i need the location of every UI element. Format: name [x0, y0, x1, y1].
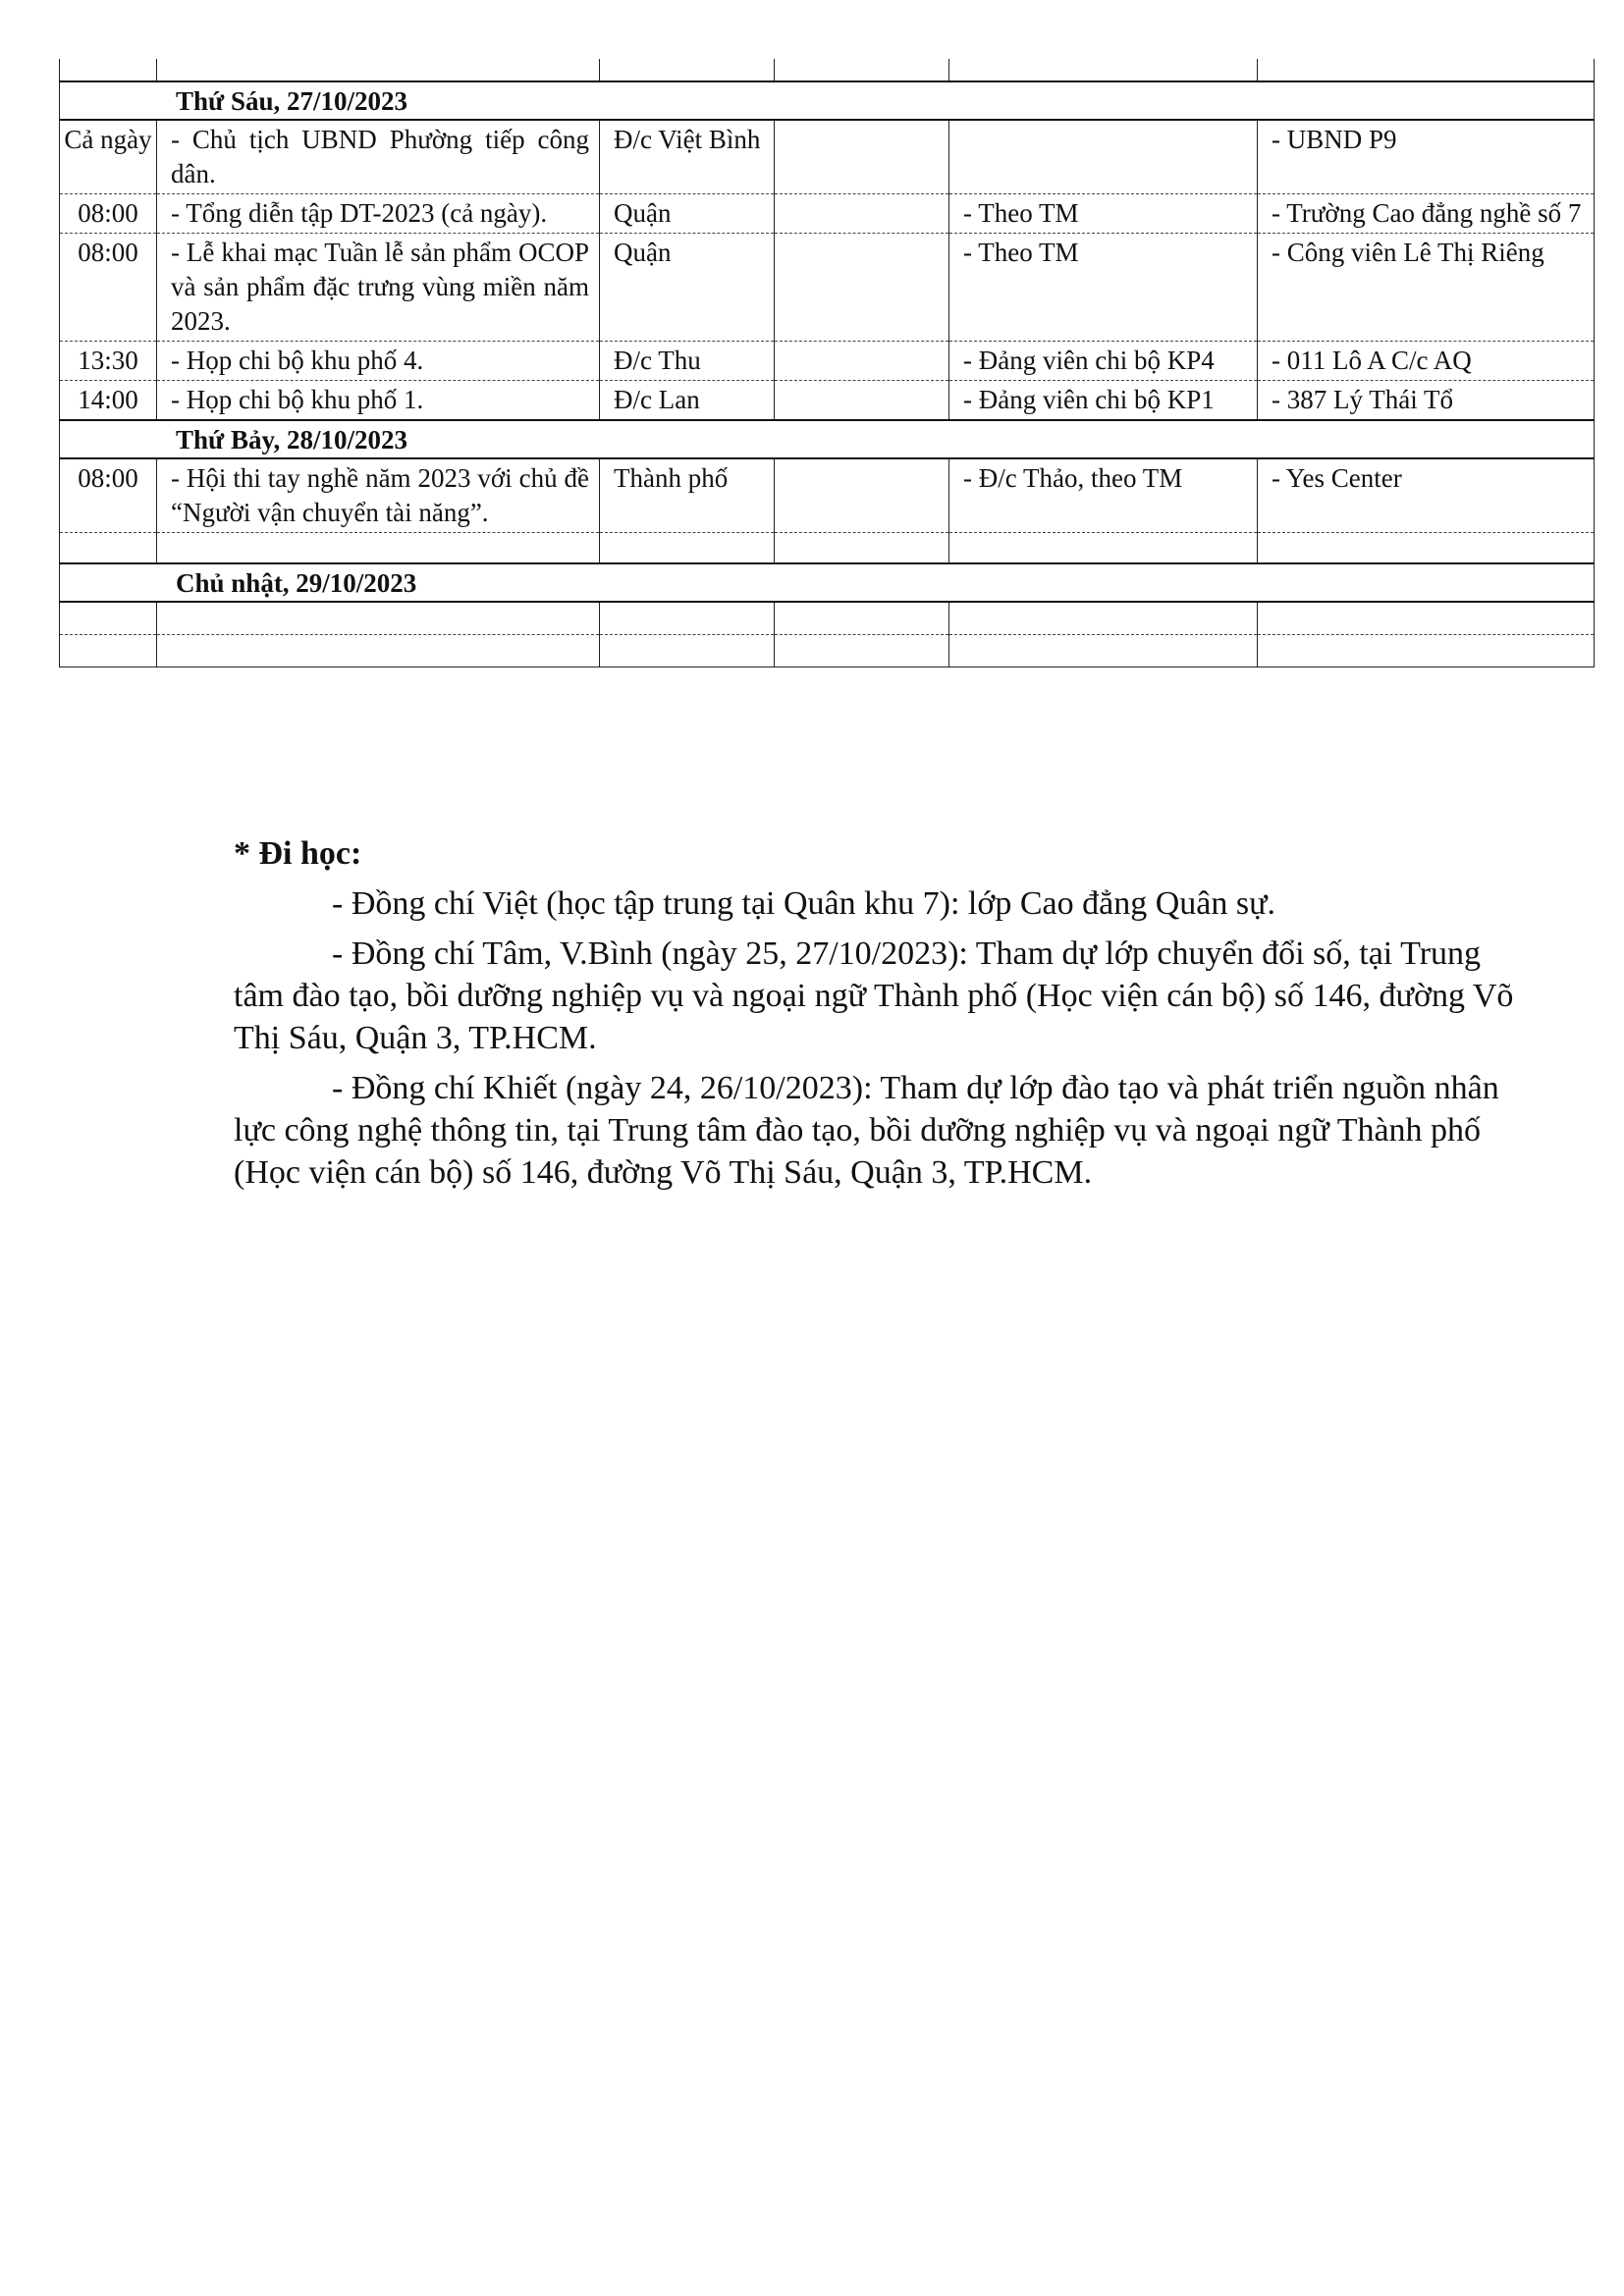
coordination-cell [775, 342, 949, 381]
day-header-friday [60, 81, 1595, 120]
lead-cell: Quận [600, 234, 775, 342]
coordination-cell [775, 194, 949, 234]
study-item: - Đồng chí Việt (học tập trung tại Quân khu 7): lớp Cao đẳng Quân sự. [332, 885, 1275, 922]
participants-cell: - Theo TM [949, 194, 1258, 234]
table-row-empty [60, 602, 1595, 635]
content-cell: - Họp chi bộ khu phố 1. [157, 381, 600, 421]
table-row-empty [60, 533, 1595, 564]
place-cell: - 387 Lý Thái Tổ [1258, 381, 1595, 421]
place-cell: - Công viên Lê Thị Riêng [1258, 234, 1595, 342]
place-cell: - Trường Cao đẳng nghề số 7 [1258, 194, 1595, 234]
day-header-text: Thứ Bảy, 28/10/2023 [60, 420, 1595, 458]
content-cell: - Tổng diễn tập DT-2023 (cả ngày). [157, 194, 600, 234]
content-cell: - Hội thi tay nghề năm 2023 với chủ đề “Người vận chuyển tài năng”. [157, 458, 600, 533]
study-item: - Đồng chí Khiết (ngày 24, 26/10/2023): Tham dự lớp đào tạo và phát triển nguồn nhân lực công nghệ thông tin, tại Trung tâm đào tạo, bồi dưỡng nghiệp vụ và ngoại ngữ Thành phố (Học viện cán bộ) số 146, đường Võ Thị Sáu, Quận 3, TP.HCM. [234, 1070, 1499, 1191]
day-header-text: Thứ Sáu, 27/10/2023 [60, 81, 1595, 120]
table-row [60, 120, 1595, 194]
lead-cell: Đ/c Việt Bình [600, 120, 775, 194]
study-notes [234, 832, 1530, 1201]
participants-cell: - Theo TM [949, 234, 1258, 342]
time-cell: 08:00 [60, 194, 157, 234]
schedule-table [59, 59, 1595, 667]
lead-cell: Đ/c Thu [600, 342, 775, 381]
place-cell: - 011 Lô A C/c AQ [1258, 342, 1595, 381]
time-cell: 08:00 [60, 234, 157, 342]
coordination-cell [775, 120, 949, 194]
participants-cell: - Đảng viên chi bộ KP4 [949, 342, 1258, 381]
time-cell: 13:30 [60, 342, 157, 381]
table-row [60, 342, 1595, 381]
day-header-sunday [60, 563, 1595, 602]
content-cell: - Họp chi bộ khu phố 4. [157, 342, 600, 381]
participants-cell: - Đ/c Thảo, theo TM [949, 458, 1258, 533]
lead-cell: Quận [600, 194, 775, 234]
time-cell: 08:00 [60, 458, 157, 533]
place-cell: - UBND P9 [1258, 120, 1595, 194]
table-row [60, 381, 1595, 421]
day-header-saturday [60, 420, 1595, 458]
table-row [60, 458, 1595, 533]
table-row-continuation [60, 59, 1595, 81]
study-heading: * Đi học: [234, 835, 362, 872]
study-item: - Đồng chí Tâm, V.Bình (ngày 25, 27/10/2023): Tham dự lớp chuyển đổi số, tại Trung tâm đào tạo, bồi dưỡng nghiệp vụ và ngoại ngữ Thành phố (Học viện cán bộ) số 146, đường Võ Thị Sáu, Quận 3, TP.HCM. [234, 935, 1514, 1056]
participants-cell [949, 120, 1258, 194]
place-cell: - Yes Center [1258, 458, 1595, 533]
coordination-cell [775, 458, 949, 533]
day-header-text: Chủ nhật, 29/10/2023 [60, 563, 1595, 602]
lead-cell: Đ/c Lan [600, 381, 775, 421]
content-cell: - Chủ tịch UBND Phường tiếp công dân. [157, 120, 600, 194]
participants-cell: - Đảng viên chi bộ KP1 [949, 381, 1258, 421]
content-cell: - Lễ khai mạc Tuần lễ sản phẩm OCOP và sản phẩm đặc trưng vùng miền năm 2023. [157, 234, 600, 342]
coordination-cell [775, 234, 949, 342]
table-row [60, 194, 1595, 234]
time-cell: 14:00 [60, 381, 157, 421]
table-row [60, 234, 1595, 342]
coordination-cell [775, 381, 949, 421]
time-cell: Cả ngày [60, 120, 157, 194]
lead-cell: Thành phố [600, 458, 775, 533]
table-row-empty [60, 635, 1595, 667]
